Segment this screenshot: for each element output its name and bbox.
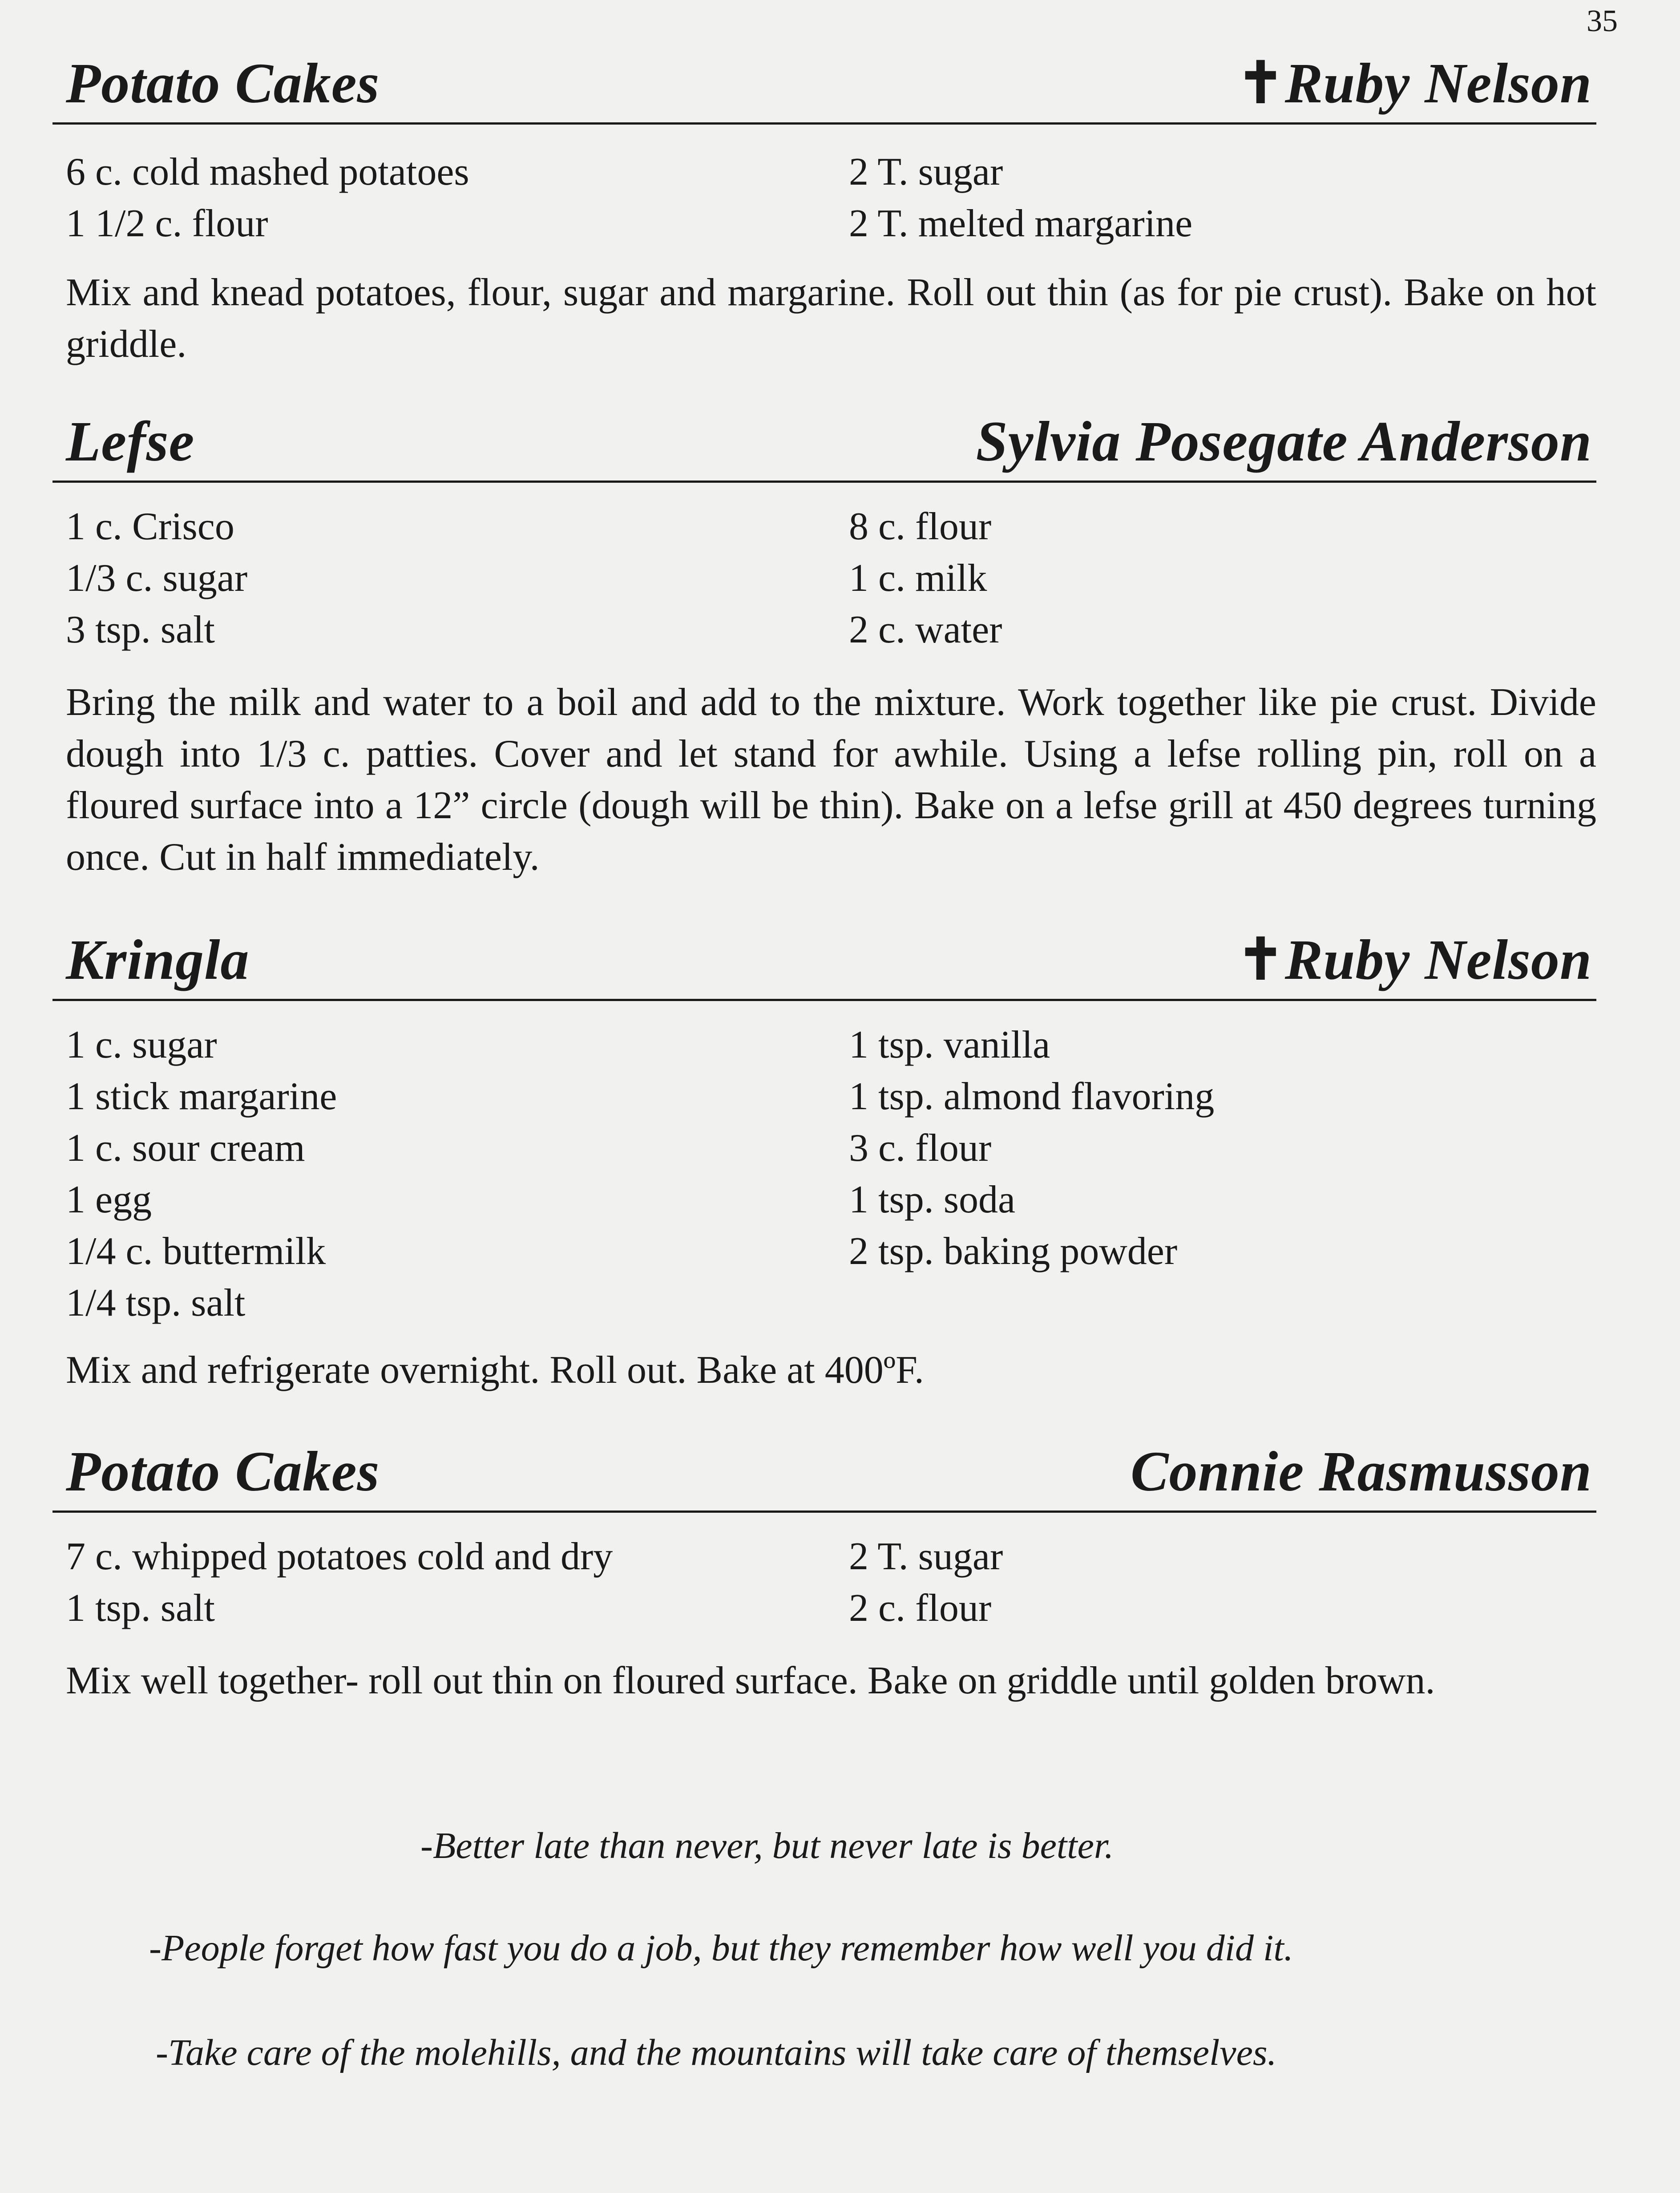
recipe-potato-cakes-nelson bbox=[52, 40, 1596, 370]
ingredient: 1 c. Crisco bbox=[66, 505, 234, 548]
recipe-instructions: Bring the milk and water to a boil and add to the mixture. Work together like pie crust. Divide dough into 1/3 c. patties. Cover and let stand for awhile. Using a lefse rolling pin, roll on a floured surface into a 12” circle (dough will be thin). Bake on a lefse grill at 450 degrees turning once. Cut in half immediately. bbox=[66, 681, 1596, 879]
ingredient: 1 egg bbox=[66, 1178, 152, 1221]
ingredient: 2 tsp. baking powder bbox=[849, 1229, 1178, 1273]
quote: -People forget how fast you do a job, but they remember how well you did it. bbox=[149, 1927, 1293, 1969]
recipe-title: Potato Cakes bbox=[66, 52, 380, 115]
quote: -Take care of the molehills, and the mountains will take care of themselves. bbox=[156, 2032, 1277, 2073]
ingredient: 1 tsp. vanilla bbox=[849, 1023, 1050, 1066]
ingredient: 1 tsp. soda bbox=[849, 1178, 1015, 1221]
recipe-header bbox=[52, 398, 1596, 483]
memorial-cross-icon: ✝ bbox=[1236, 928, 1285, 991]
ingredient: 1/4 c. buttermilk bbox=[66, 1229, 326, 1273]
recipe-instructions: Mix and knead potatoes, flour, sugar and margarine. Roll out thin (as for pie crust). Bake on hot griddle. bbox=[66, 271, 1596, 366]
ingredient: 2 T. sugar bbox=[849, 1535, 1003, 1578]
ingredient: 1 c. sugar bbox=[66, 1023, 217, 1066]
ingredient: 1 c. milk bbox=[849, 556, 987, 600]
quote: -Better late than never, but never late is better. bbox=[420, 1825, 1114, 1866]
ingredient: 7 c. whipped potatoes cold and dry bbox=[66, 1535, 613, 1578]
ingredient-row bbox=[66, 501, 1596, 552]
ingredient: 2 c. water bbox=[849, 608, 1002, 651]
ingredient-row bbox=[66, 1531, 1596, 1582]
ingredient-row bbox=[66, 1582, 1596, 1634]
ingredient-row bbox=[66, 1019, 1596, 1070]
ingredient-row bbox=[66, 604, 1596, 655]
ingredient: 1 1/2 c. flour bbox=[66, 202, 268, 245]
recipe-instructions: Mix and refrigerate overnight. Roll out. Bake at 400ºF. bbox=[66, 1349, 924, 1392]
recipe-header bbox=[52, 1428, 1596, 1513]
ingredient: 6 c. cold mashed potatoes bbox=[66, 150, 469, 194]
recipe-lefse bbox=[52, 398, 1596, 883]
ingredient: 1/4 tsp. salt bbox=[66, 1281, 246, 1325]
recipe-potato-cakes-rasmusson bbox=[52, 1428, 1596, 1707]
recipe-title: Lefse bbox=[66, 410, 195, 473]
ingredient: 8 c. flour bbox=[849, 505, 992, 548]
recipe-author: Connie Rasmusson bbox=[1131, 1440, 1592, 1503]
ingredient: 1 stick margarine bbox=[66, 1074, 337, 1118]
ingredient-row bbox=[66, 1122, 1596, 1174]
ingredient: 3 c. flour bbox=[849, 1126, 992, 1170]
ingredient: 2 c. flour bbox=[849, 1586, 992, 1630]
recipe-title: Potato Cakes bbox=[66, 1440, 380, 1503]
recipe-instructions: Mix well together- roll out thin on floured surface. Bake on griddle until golden brown. bbox=[66, 1659, 1435, 1702]
ingredient-list bbox=[66, 501, 1596, 655]
ingredient-row bbox=[66, 1277, 1596, 1329]
ingredient: 1 tsp. salt bbox=[66, 1586, 215, 1630]
recipe-title: Kringla bbox=[66, 928, 250, 991]
recipe-header bbox=[52, 917, 1596, 1001]
ingredient-list bbox=[66, 146, 1596, 249]
ingredient: 2 T. melted margarine bbox=[849, 202, 1193, 245]
ingredient-list bbox=[66, 1531, 1596, 1634]
recipe-author bbox=[1237, 926, 1592, 993]
ingredient: 1 c. sour cream bbox=[66, 1126, 305, 1170]
recipe-header bbox=[52, 40, 1596, 125]
recipe-author: Sylvia Posegate Anderson bbox=[976, 410, 1592, 473]
ingredient: 3 tsp. salt bbox=[66, 608, 215, 651]
recipe-author bbox=[1237, 50, 1592, 116]
ingredient: 2 T. sugar bbox=[849, 150, 1003, 194]
page-number: 35 bbox=[1587, 4, 1618, 38]
ingredient: 1/3 c. sugar bbox=[66, 556, 248, 600]
author-name: Ruby Nelson bbox=[1284, 928, 1592, 991]
ingredient-row bbox=[66, 1174, 1596, 1225]
recipe-kringla bbox=[52, 917, 1596, 1396]
ingredient-row bbox=[66, 198, 1596, 249]
author-name: Ruby Nelson bbox=[1284, 52, 1592, 115]
memorial-cross-icon: ✝ bbox=[1236, 52, 1285, 115]
ingredient-row bbox=[66, 1225, 1596, 1277]
ingredient-row bbox=[66, 146, 1596, 198]
ingredient-row bbox=[66, 552, 1596, 604]
ingredient-list bbox=[66, 1019, 1596, 1329]
ingredient-row bbox=[66, 1070, 1596, 1122]
ingredient: 1 tsp. almond flavoring bbox=[849, 1074, 1215, 1118]
